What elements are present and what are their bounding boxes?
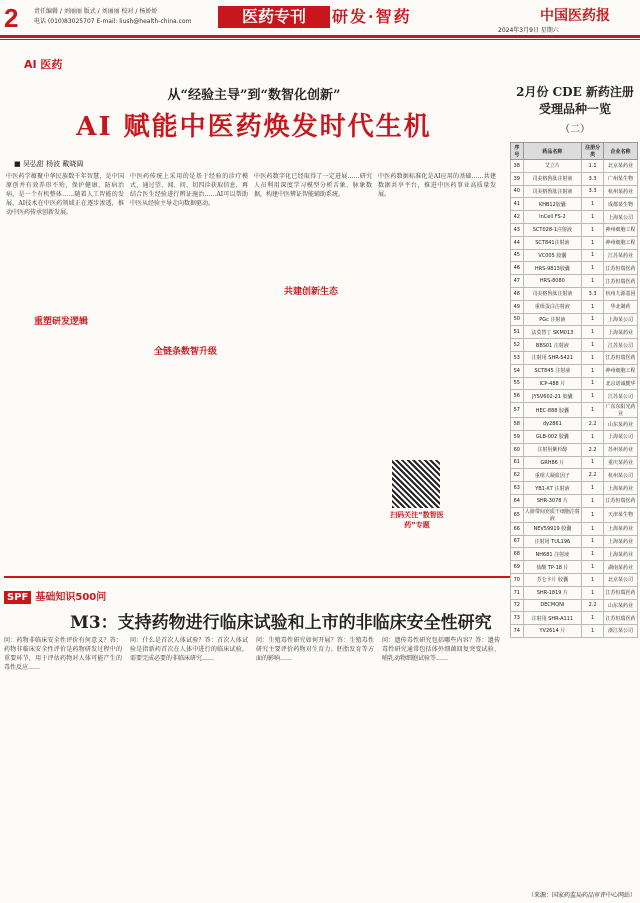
- table-cell: NH681 注射液: [523, 548, 581, 561]
- table-cell: 注射用 SHR-5421: [523, 351, 581, 364]
- table-cell: 注射用 SHR-A111: [523, 612, 581, 625]
- table-cell: 39: [511, 172, 524, 185]
- bottom-headline: M3：支持药物进行临床试验和上市的非临床安全性研究: [70, 613, 492, 633]
- table-cell: 江苏某公司: [604, 390, 638, 403]
- table-cell: 1: [582, 275, 604, 288]
- table-cell: 52: [511, 339, 524, 352]
- table-cell: 42: [511, 211, 524, 224]
- article-headline: AI 赋能中医药焕发时代生机: [76, 112, 432, 142]
- table-cell: 江苏恒瑞医药: [604, 351, 638, 364]
- table-cell: 1: [582, 339, 604, 352]
- article-col-3: 中医药数字化已经取得了一定进展……研究人员利用深度学习模型分析舌象、脉象数据，构建中医辨证智能辅助系统。: [254, 173, 372, 198]
- table-cell: 48: [511, 287, 524, 300]
- article-col-1: 中医药学蕴聚中华民族数千年智慧，是中国原创并有效养形不殆，保护健康、防病治病，是一个有机整体……随着人工智能的发展，AI技术在中医药领域正在逐步渗透，推动中医药传承创新发展。: [6, 173, 124, 216]
- table-row: [511, 456, 638, 469]
- table-cell: 北京诺诚健华: [604, 377, 638, 390]
- table-row: [511, 507, 638, 522]
- table-cell: 68: [511, 548, 524, 561]
- banner-title: 医药专刊: [218, 6, 330, 28]
- table-cell: 上海某药业: [604, 535, 638, 548]
- table-cell: 1: [582, 390, 604, 403]
- table-row: [511, 339, 638, 352]
- contact-line: 电话 (010)83025707 E-mail: liush@health-china.com: [34, 18, 192, 25]
- table-cell: 1: [582, 482, 604, 495]
- table-cell: 江苏恒瑞医药: [604, 586, 638, 599]
- table-cell: 1: [582, 300, 604, 313]
- table-cell: 72: [511, 599, 524, 612]
- table-cell: SHR-3078 片: [523, 494, 581, 507]
- table-cell: 1: [582, 494, 604, 507]
- table-cell: 50: [511, 313, 524, 326]
- table-cell: 1: [582, 573, 604, 586]
- table-cell: 注射用紫杉醇: [523, 443, 581, 456]
- table-cell: 上海某公司: [604, 430, 638, 443]
- table-cell: 1: [582, 249, 604, 262]
- table-cell: 上海某公司: [604, 313, 638, 326]
- table-cell: 54: [511, 364, 524, 377]
- table-row: [511, 403, 638, 418]
- table-header-cell: 注册分类: [582, 143, 604, 160]
- table-cell: NEV59919 胶囊: [523, 522, 581, 535]
- table-row: [511, 275, 638, 288]
- page-number: 2: [4, 3, 19, 33]
- table-cell: 山东某药业: [604, 418, 638, 431]
- table-cell: 43: [511, 223, 524, 236]
- table-cell: 2.2: [582, 443, 604, 456]
- article-col-4: 中医药数据标准化是AI应用的基础……共建数据共享平台，推进中医药事业高质量发展。: [378, 173, 496, 198]
- table-row: [511, 430, 638, 443]
- table-cell: 1: [582, 430, 604, 443]
- masthead: [0, 0, 640, 36]
- section-logo: SPF: [4, 591, 31, 604]
- table-cell: 58: [511, 418, 524, 431]
- table-cell: 38: [511, 160, 524, 173]
- table-row: [511, 573, 638, 586]
- bottom-col-1: 问：药物非临床安全性评价有何意义？答：药物非临床安全性评价是药物研发过程中的重要环节，用于评估药物对人体可能产生的毒性反应……: [4, 637, 122, 671]
- table-cell: 杭州某公司: [604, 469, 638, 482]
- table-cell: 江苏某药业: [604, 249, 638, 262]
- table-cell: 1: [582, 236, 604, 249]
- table-row: [511, 625, 638, 638]
- table-row: [511, 522, 638, 535]
- table-header-row: [511, 143, 638, 160]
- article-byline: ■ 吴弘甜 杨波 戴晓阔: [14, 160, 84, 168]
- table-cell: SCT845 注射液: [523, 364, 581, 377]
- table-row: [511, 612, 638, 625]
- subheading-2: 全链条数智升级: [154, 347, 218, 357]
- table-row: [511, 561, 638, 574]
- table-cell: 1: [582, 262, 604, 275]
- table-cell: 成都某生物: [604, 198, 638, 211]
- table-row: [511, 364, 638, 377]
- table-cell: 41: [511, 198, 524, 211]
- table-cell: 1: [582, 612, 604, 625]
- table-cell: ICP-488 片: [523, 377, 581, 390]
- table-cell: 73: [511, 612, 524, 625]
- table-cell: 55: [511, 377, 524, 390]
- table-cell: 1: [582, 313, 604, 326]
- table-row: [511, 469, 638, 482]
- table-cell: SCT028-1注射液: [523, 223, 581, 236]
- table-cell: 司美格鲁肽注射液: [523, 185, 581, 198]
- table-row: [511, 351, 638, 364]
- source-footer: （来源：国家药监局药品审评中心网站）: [527, 892, 636, 899]
- table-cell: 62: [511, 469, 524, 482]
- table-cell: 江苏恒瑞医药: [604, 262, 638, 275]
- section-label: [4, 588, 106, 603]
- table-cell: 注射用 TUL196: [523, 535, 581, 548]
- table-row: [511, 482, 638, 495]
- table-cell: 1: [582, 364, 604, 377]
- table-cell: 杭州九源基因: [604, 287, 638, 300]
- table-cell: 47: [511, 275, 524, 288]
- table-cell: 64: [511, 494, 524, 507]
- table-row: [511, 548, 638, 561]
- table-cell: YV2614 片: [523, 625, 581, 638]
- table-cell: 重庆某药业: [604, 456, 638, 469]
- header-rule: [0, 35, 640, 38]
- article-deck: 从“经验主导”到“数智化创新”: [167, 88, 341, 103]
- table-cell: 1.1: [582, 160, 604, 173]
- table-cell: 2.2: [582, 418, 604, 431]
- table-cell: 63: [511, 482, 524, 495]
- table-cell: 法莫替丁 SKM013: [523, 326, 581, 339]
- table-cell: 1: [582, 377, 604, 390]
- table-cell: 盐酸 TP-18 片: [523, 561, 581, 574]
- table-cell: 广州某生物: [604, 172, 638, 185]
- table-cell: 53: [511, 351, 524, 364]
- table-cell: 60: [511, 443, 524, 456]
- table-row: [511, 390, 638, 403]
- qr-code[interactable]: [392, 460, 440, 508]
- table-cell: 69: [511, 561, 524, 574]
- table-row: [511, 443, 638, 456]
- table-cell: 广东东阳光药业: [605, 404, 636, 418]
- table-cell: 44: [511, 236, 524, 249]
- table-cell: 江苏某公司: [604, 339, 638, 352]
- table-row: [511, 198, 638, 211]
- table-row: [511, 185, 638, 198]
- table-row: [511, 236, 638, 249]
- table-cell: 51: [511, 326, 524, 339]
- table-cell: 1: [582, 403, 604, 418]
- table-cell: 49: [511, 300, 524, 313]
- table-cell: 3.3: [582, 172, 604, 185]
- registration-table: [510, 142, 638, 862]
- bottom-col-3: 问：生殖毒性研究如何开展？答：生殖毒性研究主要评价药物对生育力、胚胎发育等方面的影响……: [256, 637, 374, 662]
- table-header-cell: 企业名称: [604, 143, 638, 160]
- table-row: [511, 300, 638, 313]
- table-cell: 司美格鲁肽注射液: [523, 172, 581, 185]
- table-cell: 江苏恒瑞医药: [604, 494, 638, 507]
- table-cell: 3.3: [582, 185, 604, 198]
- table-cell: 65: [511, 507, 524, 522]
- table-header-cell: 药品名称: [523, 143, 581, 160]
- table-cell: GLB-002 胶囊: [523, 430, 581, 443]
- table-cell: 北京某药业: [604, 160, 638, 173]
- table-cell: 神州细胞工程: [604, 223, 638, 236]
- table-row: [511, 160, 638, 173]
- table-cell: 人脐带间充质干细胞注射液: [524, 508, 580, 522]
- table-cell: 1: [582, 507, 604, 522]
- table-header-cell: 序号: [511, 143, 524, 160]
- table-cell: 67: [511, 535, 524, 548]
- table-cell: 59: [511, 430, 524, 443]
- paper-logo: 中国医药报: [540, 8, 610, 24]
- table-cell: 江苏恒瑞医药: [604, 612, 638, 625]
- table-row: [511, 535, 638, 548]
- table-cell: 74: [511, 625, 524, 638]
- table-row: [511, 377, 638, 390]
- table-cell: 1: [582, 522, 604, 535]
- subheading-1: 重塑研发逻辑: [34, 317, 89, 327]
- table-row: [511, 418, 638, 431]
- table-cell: 1: [582, 625, 604, 638]
- table-cell: 神州细胞工程: [604, 364, 638, 377]
- table-cell: JYSV602-21 胶囊: [523, 390, 581, 403]
- sidebar-subtitle: （二）: [560, 124, 590, 135]
- table-cell: 重组人凝血因子: [523, 469, 581, 482]
- banner-subtitle: 研发·智药: [332, 7, 412, 26]
- sidebar-title: 2月份 CDE 新药注册受理品种一览: [516, 85, 634, 116]
- table-cell: 上海某药业: [604, 326, 638, 339]
- table-cell: 66: [511, 522, 524, 535]
- issue-date: 2024年3月9日 星期六: [498, 27, 559, 34]
- table-cell: 上海某药业: [604, 522, 638, 535]
- table-cell: 1: [582, 586, 604, 599]
- table-cell: 40: [511, 185, 524, 198]
- table-cell: 杭州某药业: [604, 185, 638, 198]
- bottom-col-2: 问：什么是首次人体试验？答：首次人体试验是指新药首次在人体中进行的临床试验，需要完成必要的非临床研究……: [130, 637, 248, 662]
- table-cell: 上海某药业: [604, 482, 638, 495]
- table-cell: 湖南某药业: [604, 561, 638, 574]
- table-row: [511, 262, 638, 275]
- table-cell: 56: [511, 390, 524, 403]
- table-row: [511, 249, 638, 262]
- article-tag: AI 医药: [24, 58, 63, 71]
- table-cell: 1: [582, 223, 604, 236]
- table-cell: 芳仑卡片 胶囊: [523, 573, 581, 586]
- header-rule-thin: [0, 39, 640, 40]
- table-cell: 46: [511, 262, 524, 275]
- table-cell: 山东某药业: [604, 599, 638, 612]
- table-cell: 神州细胞工程: [604, 236, 638, 249]
- table-cell: 司美格鲁肽注射液: [523, 287, 581, 300]
- table-cell: 1: [582, 351, 604, 364]
- table-cell: dy2861: [523, 418, 581, 431]
- table-cell: 华北制药: [604, 300, 638, 313]
- subheading-3: 共建创新生态: [284, 287, 339, 297]
- table-cell: 上海某药业: [604, 548, 638, 561]
- table-cell: KHB12胶囊: [523, 198, 581, 211]
- section-title: 基础知识500问: [35, 592, 107, 603]
- table-cell: 1: [582, 548, 604, 561]
- table-row: [511, 326, 638, 339]
- table-cell: 3.3: [582, 287, 604, 300]
- bottom-col-4: 问：遗传毒性研究包括哪些内容？答：遗传毒性研究通常包括体外细菌回复突变试验、哺乳动物细胞试验等……: [382, 637, 500, 662]
- table-cell: VC005 胶囊: [523, 249, 581, 262]
- table-cell: 70: [511, 573, 524, 586]
- table-cell: HRS-9813胶囊: [523, 262, 581, 275]
- section-banner: [218, 6, 424, 28]
- section-rule: [4, 576, 510, 578]
- table-cell: PGc 注射液: [523, 313, 581, 326]
- table-cell: SHR-1819 片: [523, 586, 581, 599]
- table-cell: 北京某公司: [604, 573, 638, 586]
- table-row: [511, 223, 638, 236]
- table-cell: SCT841注射液: [523, 236, 581, 249]
- table-cell: HEC-888 胶囊: [523, 403, 581, 418]
- table-cell: 71: [511, 586, 524, 599]
- table-row: [511, 494, 638, 507]
- table-cell: YB1-X7 注射液: [523, 482, 581, 495]
- table-cell: 1: [582, 211, 604, 224]
- table-row: [511, 172, 638, 185]
- table-row: [511, 287, 638, 300]
- article-col-2: 中医药传统上采用的是基于经验的诊疗模式，通过望、闻、问、切四诊获取信息，再结合医生经验进行辨证施治……AI可以帮助中医从经验主导走向数据驱动。: [130, 173, 248, 207]
- table-cell: 2.2: [582, 469, 604, 482]
- table-cell: 2.2: [582, 599, 604, 612]
- table-cell: 上海某公司: [604, 211, 638, 224]
- table-row: [511, 586, 638, 599]
- table-row: [511, 211, 638, 224]
- table-cell: 1: [582, 535, 604, 548]
- table-cell: 57: [511, 403, 524, 418]
- table-cell: InCell FS-2: [523, 211, 581, 224]
- table-cell: 1: [582, 198, 604, 211]
- table-cell: GRH86 片: [523, 456, 581, 469]
- table-cell: 61: [511, 456, 524, 469]
- table-cell: HRS-8080: [523, 275, 581, 288]
- table-cell: 江苏恒瑞医药: [604, 275, 638, 288]
- table-cell: 浙江某公司: [604, 625, 638, 638]
- table-cell: 1: [582, 326, 604, 339]
- qr-caption: 扫码关注“数智医药”专题: [390, 511, 444, 529]
- table-row: [511, 313, 638, 326]
- editor-line: 责任编辑 / 刘丽丽 版式 / 刘丽丽 校对 / 杨娇娇: [34, 8, 158, 15]
- table-cell: DECMQNI: [523, 599, 581, 612]
- table-cell: 苏州某药业: [604, 443, 638, 456]
- table-cell: 天津某生物: [604, 507, 638, 522]
- table-cell: 重组蛋白注射液: [523, 300, 581, 313]
- table-cell: 艾立片: [523, 160, 581, 173]
- table-row: [511, 599, 638, 612]
- table-cell: BBS01 注射液: [523, 339, 581, 352]
- table-cell: 1: [582, 561, 604, 574]
- table-cell: 45: [511, 249, 524, 262]
- table-cell: 1: [582, 456, 604, 469]
